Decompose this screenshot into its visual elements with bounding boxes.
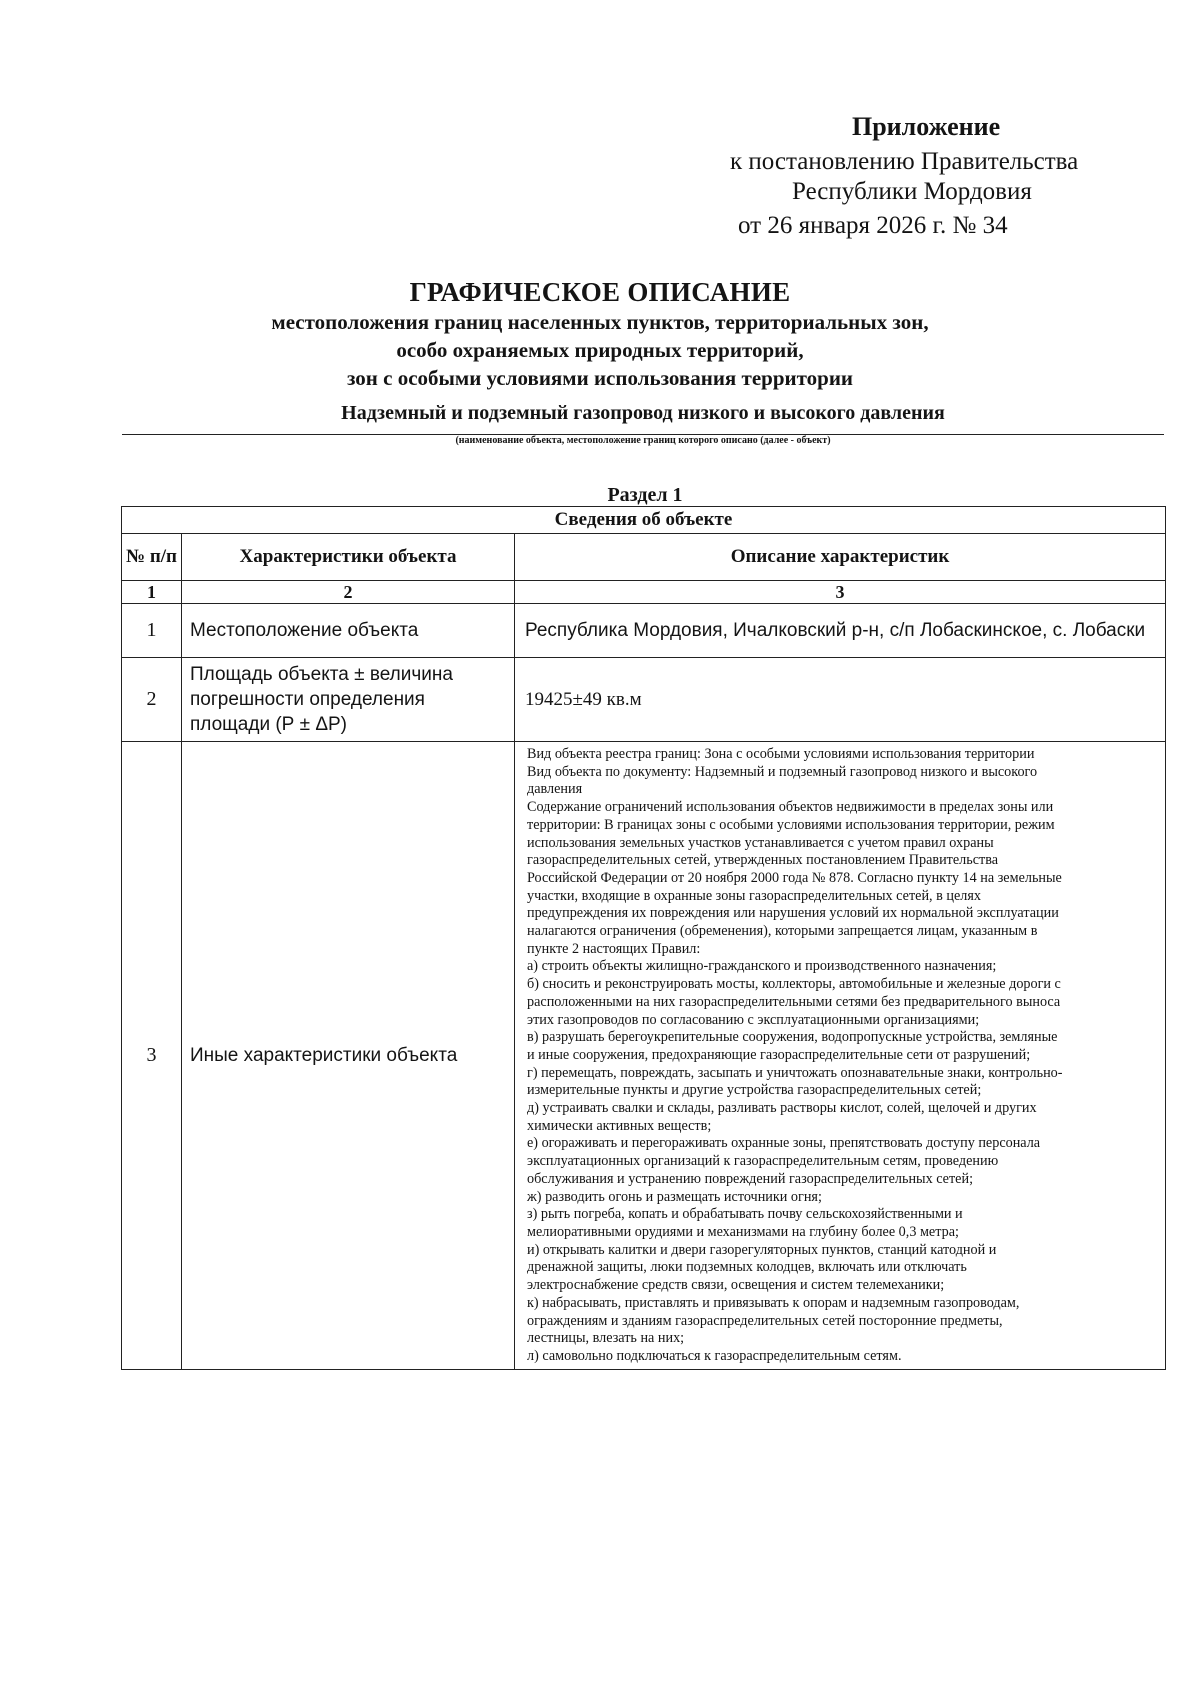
column-number-3: 3: [515, 581, 1166, 604]
description-line: дренажной защиты, люки подземных колодцев, включать или отключать: [527, 1259, 967, 1276]
description-line: налагаются ограничения (обременения), которыми запрещается лицам, указанным в: [527, 923, 1038, 940]
description-line: б) сносить и реконструировать мосты, коллекторы, автомобильные и железные дороги с: [527, 976, 1061, 993]
object-name: Надземный и подземный газопровод низкого и высокого давления: [341, 402, 945, 424]
title-block: [150, 276, 1050, 392]
appendix-line-3: Республики Мордовия: [792, 178, 1032, 205]
description-line: Российской Федерации от 20 ноября 2000 года № 878. Согласно пункту 14 на земельные: [527, 869, 1062, 886]
description-line: Содержание ограничений использования объектов недвижимости в пределах зоны или: [527, 799, 1054, 816]
row-description-long: [515, 742, 1166, 1370]
description-line: к) набрасывать, приставлять и привязывать к опорам и надземным газопроводам,: [527, 1294, 1020, 1311]
description-line: и) открывать калитки и двери газорегуляторных пунктов, станций катодной и: [527, 1241, 997, 1258]
description-line: территории: В границах зоны с особыми условиями использования территории, режим: [527, 816, 1055, 833]
appendix-line-4: от 26 января 2026 г. № 34: [738, 212, 1008, 239]
column-number-1: 1: [122, 581, 182, 604]
description-line: этих газопроводов по согласованию с эксплуатационными организациями;: [527, 1011, 980, 1028]
header-description: Описание характеристик: [515, 534, 1166, 581]
description-line: е) огораживать и перегораживать охранные зоны, препятствовать доступу персонала: [527, 1135, 1041, 1152]
document-subtitle-line-3: зон с особыми условиями использования территории: [346, 366, 854, 390]
document-subtitle-line-1: местоположения границ населенных пунктов, территориальных зон,: [271, 310, 929, 334]
description-line: и иные сооружения, предохраняющие газораспределительные сети от разрушений;: [527, 1046, 1031, 1063]
description-line: д) устраивать свалки и склады, разливать растворы кислот, солей, щелочей и других: [527, 1100, 1037, 1117]
row-num: 3: [122, 742, 182, 1370]
description-line: электроснабжение средств связи, освещения и систем телемеханики;: [527, 1277, 945, 1294]
table-title: Сведения об объекте: [122, 507, 1166, 534]
description-line: химически активных веществ;: [527, 1117, 712, 1134]
description-line: мелиоративными орудиями и механизмами на глубину более 0,3 метра;: [527, 1223, 959, 1240]
description-line: л) самовольно подключаться к газораспределительным сетям.: [527, 1347, 902, 1364]
table-row: [122, 658, 1166, 742]
section-label: Раздел 1: [607, 484, 683, 506]
row-description: 19425±49 кв.м: [515, 658, 1166, 742]
description-line: участки, входящие в охранные зоны газораспределительных сетей, в целях: [527, 887, 981, 904]
description-line: пункте 2 настоящих Правил:: [527, 940, 701, 957]
description-line: предупреждения их повреждения или нарушения условий их нормальной эксплуатации: [527, 905, 1059, 922]
description-line: Вид объекта по документу: Надземный и подземный газопровод низкого и высокого: [527, 763, 1038, 780]
description-line: ограждениям и зданиям газораспределительных сетей посторонние предметы,: [527, 1312, 1003, 1329]
description-line: обслуживания и устранению повреждений газораспределительных сетей;: [527, 1170, 974, 1187]
header-characteristics: Характеристики объекта: [182, 534, 515, 581]
row-description: Республика Мордовия, Ичалковский р-н, с/п Лобаскинское, с. Лобаски: [515, 604, 1166, 658]
description-line: газораспределительных сетей, утвержденных постановлением Правительства: [527, 852, 999, 869]
description-line: г) перемещать, повреждать, засыпать и уничтожать опознавательные знаки, контрольно-: [527, 1064, 1063, 1081]
column-number-2: 2: [182, 581, 515, 604]
document-title: ГРАФИЧЕСКОЕ ОПИСАНИЕ: [409, 277, 791, 307]
description-line: измерительные пункты и другие устройства газораспределительных сетей;: [527, 1082, 982, 1099]
row-characteristic: Площадь объекта ± величина погрешности определения площади (Р ± ΔР): [182, 658, 515, 742]
description-line: использования земельных участков устанавливается с учетом правил охраны: [527, 834, 994, 851]
appendix-title: Приложение: [852, 112, 1001, 141]
row-characteristic: Иные характеристики объекта: [182, 742, 515, 1370]
description-line: з) рыть погреба, копать и обрабатывать почву сельскохозяйственными и: [527, 1206, 963, 1223]
description-line: в) разрушать берегоукрепительные сооружения, водопропускные устройства, земляные: [527, 1029, 1058, 1046]
description-line: лестницы, влезать на них;: [527, 1330, 685, 1347]
header-num: № п/п: [122, 534, 182, 581]
description-line: эксплуатационных организаций к газораспределительным сетям, проведению: [527, 1153, 999, 1170]
description-line: Вид объекта реестра границ: Зона с особыми условиями использования территории: [527, 746, 1035, 762]
row-num: 1: [122, 604, 182, 658]
row-characteristic: Местоположение объекта: [182, 604, 515, 658]
object-info-table: [121, 506, 1166, 1370]
document-subtitle-line-2: особо охраняемых природных территорий,: [396, 338, 804, 362]
table-row: [122, 742, 1166, 1370]
description-line: давления: [527, 781, 583, 798]
description-line: а) строить объекты жилищно-гражданского и производственного назначения;: [527, 958, 997, 975]
table-row: [122, 604, 1166, 658]
description-line: расположенными на них газораспределительными сетями без предварительного выноса: [527, 993, 1061, 1010]
row-num: 2: [122, 658, 182, 742]
object-caption: (наименование объекта, местоположение границ которого описано (далее - объект): [455, 435, 831, 446]
description-line: ж) разводить огонь и размещать источники огня;: [527, 1188, 822, 1205]
appendix-line-2: к постановлению Правительства: [730, 148, 1079, 175]
